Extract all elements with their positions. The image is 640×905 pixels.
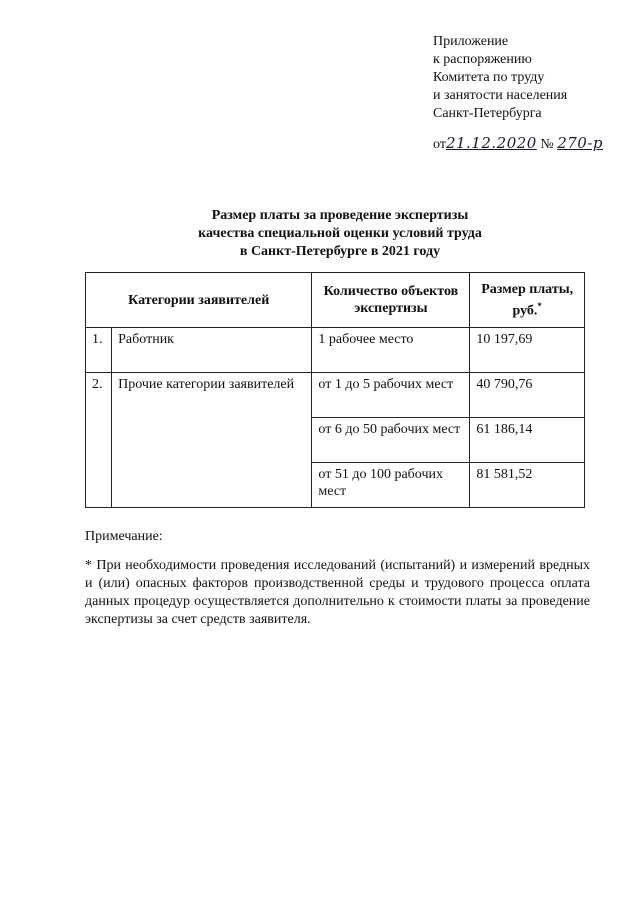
title-line: в Санкт-Петербурге в 2021 году [239, 244, 441, 259]
title-line: Размер платы за проведение экспертизы [211, 208, 469, 223]
fee-table [85, 272, 585, 508]
order-date: 21.12.2020 [445, 134, 537, 152]
row-fee: 10 197,69 [470, 328, 585, 373]
header-category: Категории заявителей [86, 273, 312, 328]
appendix-line: Комитета по труду [433, 70, 545, 85]
order-from-prefix: от [433, 137, 446, 152]
header-quantity: Количество объектов экспертизы [312, 273, 470, 328]
header-fee-mark: * [537, 300, 542, 311]
appendix-block [433, 33, 567, 123]
row-number: 1. [86, 328, 112, 373]
row-quantity: 1 рабочее место [312, 328, 470, 373]
appendix-line: Приложение [433, 34, 509, 49]
row-quantity: от 1 до 5 рабочих мест [312, 373, 470, 418]
row-category: Работник [112, 328, 312, 373]
note-title: Примечание: [85, 529, 163, 544]
table-row [86, 373, 585, 418]
title-line: качества специальной оценки условий труда [198, 226, 482, 241]
order-reference [433, 134, 603, 153]
row-quantity: от 6 до 50 рабочих мест [312, 418, 470, 463]
appendix-line: Санкт-Петербурга [433, 106, 542, 121]
row-fee: 40 790,76 [470, 373, 585, 418]
header-fee-label: Размер платы, руб. [481, 281, 574, 319]
header-fee [470, 273, 585, 328]
row-fee: 81 581,52 [470, 463, 585, 508]
table-header-row [86, 273, 585, 328]
appendix-line: и занятости населения [433, 88, 568, 103]
note-text: * При необходимости проведения исследований (испытаний) и измерений вредных и (или) опасных факторов производственной среды и трудового процесса оплата данных процедур осуществляется дополнительно к стоимости платы за проведение экспертизы за счет средств заявителя. [85, 558, 590, 627]
row-fee: 61 186,14 [470, 418, 585, 463]
document-title [95, 207, 585, 261]
order-number: 270-р [557, 134, 603, 152]
row-quantity: от 51 до 100 рабочих мест [312, 463, 470, 508]
appendix-line: к распоряжению [433, 52, 532, 67]
row-number: 2. [86, 373, 112, 508]
order-number-sign: № [540, 137, 554, 152]
row-category: Прочие категории заявителей [112, 373, 312, 508]
table-row [86, 328, 585, 373]
